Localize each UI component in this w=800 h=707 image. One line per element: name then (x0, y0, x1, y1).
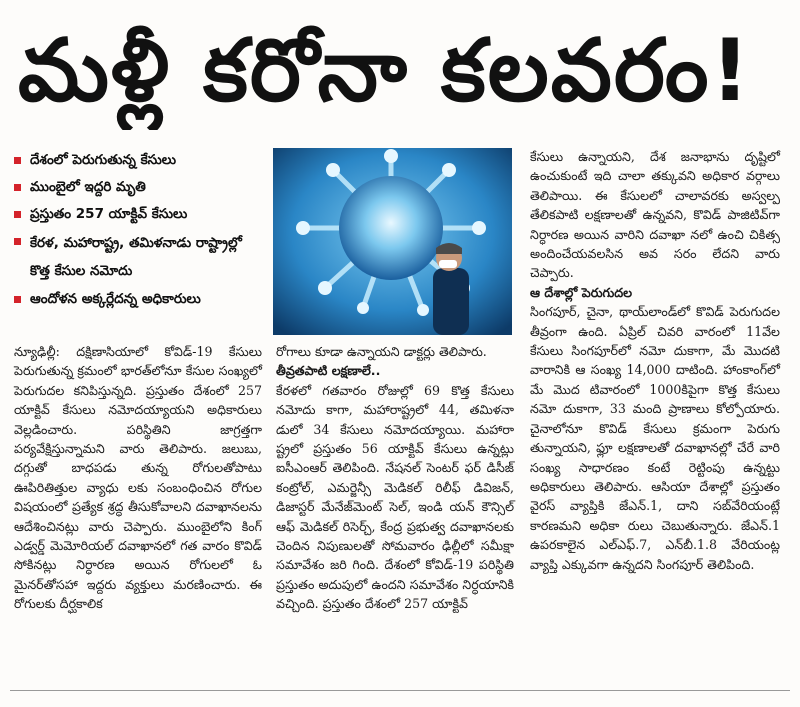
highlight-item (14, 202, 264, 227)
article-column-middle (276, 342, 514, 614)
virus-illustration-icon (273, 148, 512, 335)
headline: మళ్లీ కరోనా కలవరం! (18, 21, 752, 121)
highlight-text: ముంబైలో ఇద్దరి మృతి (30, 179, 146, 195)
article-column-left (14, 342, 262, 614)
bullet-marker-icon (14, 157, 21, 164)
page-divider (10, 690, 790, 691)
section-subheading: తీవ్రతపాటి లక్షణాలే.. (276, 363, 381, 379)
article-paragraph: న్యూఢిల్లీ: దక్షిణాసియాలో కోవిడ్-19 కేసులు పెరుగుతున్న క్రమంలో భారత్‌లోనూ కేసుల సంఖ్యలో పెరుగుదల కనిపిస్తున్నది. ప్రస్తుతం దేశంలో 257 యాక్టివ్ కేసులు నమోదయ్యాయని అధికారులు వెల్లడించారు. పరిస్థితిని జాగ్రత్తగా పర్యవేక్షిస్తున్నామని వారు తెలిపారు. జలుబు, దగ్గుతో బాధపడు తున్న రోగులతోపాటు ఊపిరితిత్తుల వ్యాధు లకు సంబంధించిన రోగుల విషయంలో ప్రత్యేక శ్రద్ధ తీసుకోవాలని దవాఖానలను ఆదేశించినట్లు వారు చెప్పారు. ముంబైలోని కింగ్ ఎడ్వర్డ్ మెమోరియల్ దవాఖానలో గత వారం కొవిడ్ సోకినట్లు నిర్ధారణ అయిన రోగులలో ఓ మైనర్‌తోసహా ఇద్దరు వ్యక్తులు మరణించారు. ఈ రోగులకు దీర్ఘకాలిక (14, 344, 262, 612)
article-paragraph: రోగాలు కూడా ఉన్నాయని డాక్టర్లు తెలిపారు. (276, 344, 487, 359)
highlight-item (14, 287, 264, 312)
highlight-item (14, 229, 264, 285)
bullet-marker-icon (14, 296, 21, 303)
bullet-marker-icon (14, 184, 21, 191)
coronavirus-photo (273, 148, 512, 335)
highlights-list (14, 148, 264, 312)
bullet-marker-icon (14, 238, 21, 245)
highlight-item (14, 175, 264, 200)
highlight-text: ప్రస్తుతం 257 యాక్టివ్ కేసులు (30, 206, 188, 222)
bullet-marker-icon (14, 211, 21, 218)
highlight-text: దేశంలో పెరుగుతున్న కేసులు (30, 152, 177, 168)
article-paragraph: కేరళలో గతవారం రోజుల్లో 69 కొత్త కేసులు నమోదు కాగా, మహారాష్ట్రలో 44, తమిళనా డులో 34 కేసులు నమోదయ్యాయి. మహారా ష్ట్రలో ప్రస్తుతం 56 యాక్టివ్ కేసులు ఉన్నట్లు ఐసీఎంఆర్ తెలిపింది. నేషనల్ సెంటర్ ఫర్ డిసీజ్ కంట్రోల్, ఎమర్జెన్సీ మెడికల్ రిలీఫ్ డివిజన్, డిజాస్టర్ మేనేజ్‌మెంట్ సెల్, ఇండి యన్ కౌన్సిల్ ఆఫ్ మెడికల్ రిసెర్చ్, కేంద్ర ప్రభుత్వ దవాఖానలకు చెందిన నిపుణులతో సోమవారం ఢిల్లీలో సమీక్షా సమావేశం జరి గింది. దేశంలో కోవిడ్-19 పరిస్థితి ప్రస్తుతం అదుపులో ఉందని సమావేశం నిర్ధయానికి వచ్చింది. ప్రస్తుతం దేశంలో 257 యాక్టివ్ (276, 382, 514, 612)
highlight-text: ఆందోళన అక్కర్లేదన్న అధికారులు (30, 291, 201, 307)
article-paragraph: సింగపూర్, చైనా, థాయ్‌లాండ్‌లో కొవిడ్ పెరుగుదల తీవ్రంగా ఉంది. ఏప్రిల్ చివరి వారంలో 11వేల కేసులు సింగపూర్‌లో నమో దుకాగా, మే మొదటి వారానికి ఆ సంఖ్య 14,000 దాటింది. హాంకాంగ్‌లో మే మొద టివారంలో 1000కిపైగా కొత్త కేసులు నమో దుకాగా, 33 మంది ప్రాణాలు కోల్పోయారు. చైనాలోనూ కొవిడ్ కేసులు క్రమంగా పెరుగు తున్నాయని, ఫ్లూ లక్షణాలతో దవాఖానల్లో చేరే వారి సంఖ్య సాధారణం కంటే రెట్టింపు ఉన్నట్టు అధికారులు తెలిపారు. ఆసియా దేశాల్లో ప్రస్తుతం వైరస్ వ్యాప్తికి జేఎన్.1, దాని సబ్‌వేరియంట్లే కారణమని అధికా రులు చెబుతున్నారు. జేఎన్.1 ఉపరకాలైన ఎల్ఎఫ్.7, ఎన్‌బీ.1.8 వేరియంట్ల వ్యాప్తి ఎక్కువగా ఉన్నదని సింగపూర్ తెలిపింది. (530, 304, 780, 572)
section-subheading: ఆ దేశాల్లో పెరుగుదల (530, 284, 633, 300)
highlight-text: కేరళ, మహారాష్ట్ర, తమిళనాడు రాష్ట్రాల్లో కొత్త కేసుల నమోదు (30, 235, 242, 279)
article-column-right (530, 147, 780, 574)
article-paragraph: కేసులు ఉన్నాయని, దేశ జనాభాను దృష్టిలో ఉంచుకుంటే ఇది చాలా తక్కువని అధికార వర్గాలు తెలిపాయి. ఈ కేసులలో చాలావరకు అస్వల్ప తేలికపాటి లక్షణాలతో ఉన్నవని, కొవిడ్ పాజిటివ్‌గా నిర్ధారణ అయిన వారిని దవాఖా నలో ఉంచి చికిత్స అందించేయవలసిన అవ సరం లేదని వారు చెప్పారు. (530, 149, 780, 281)
highlight-item (14, 148, 264, 173)
